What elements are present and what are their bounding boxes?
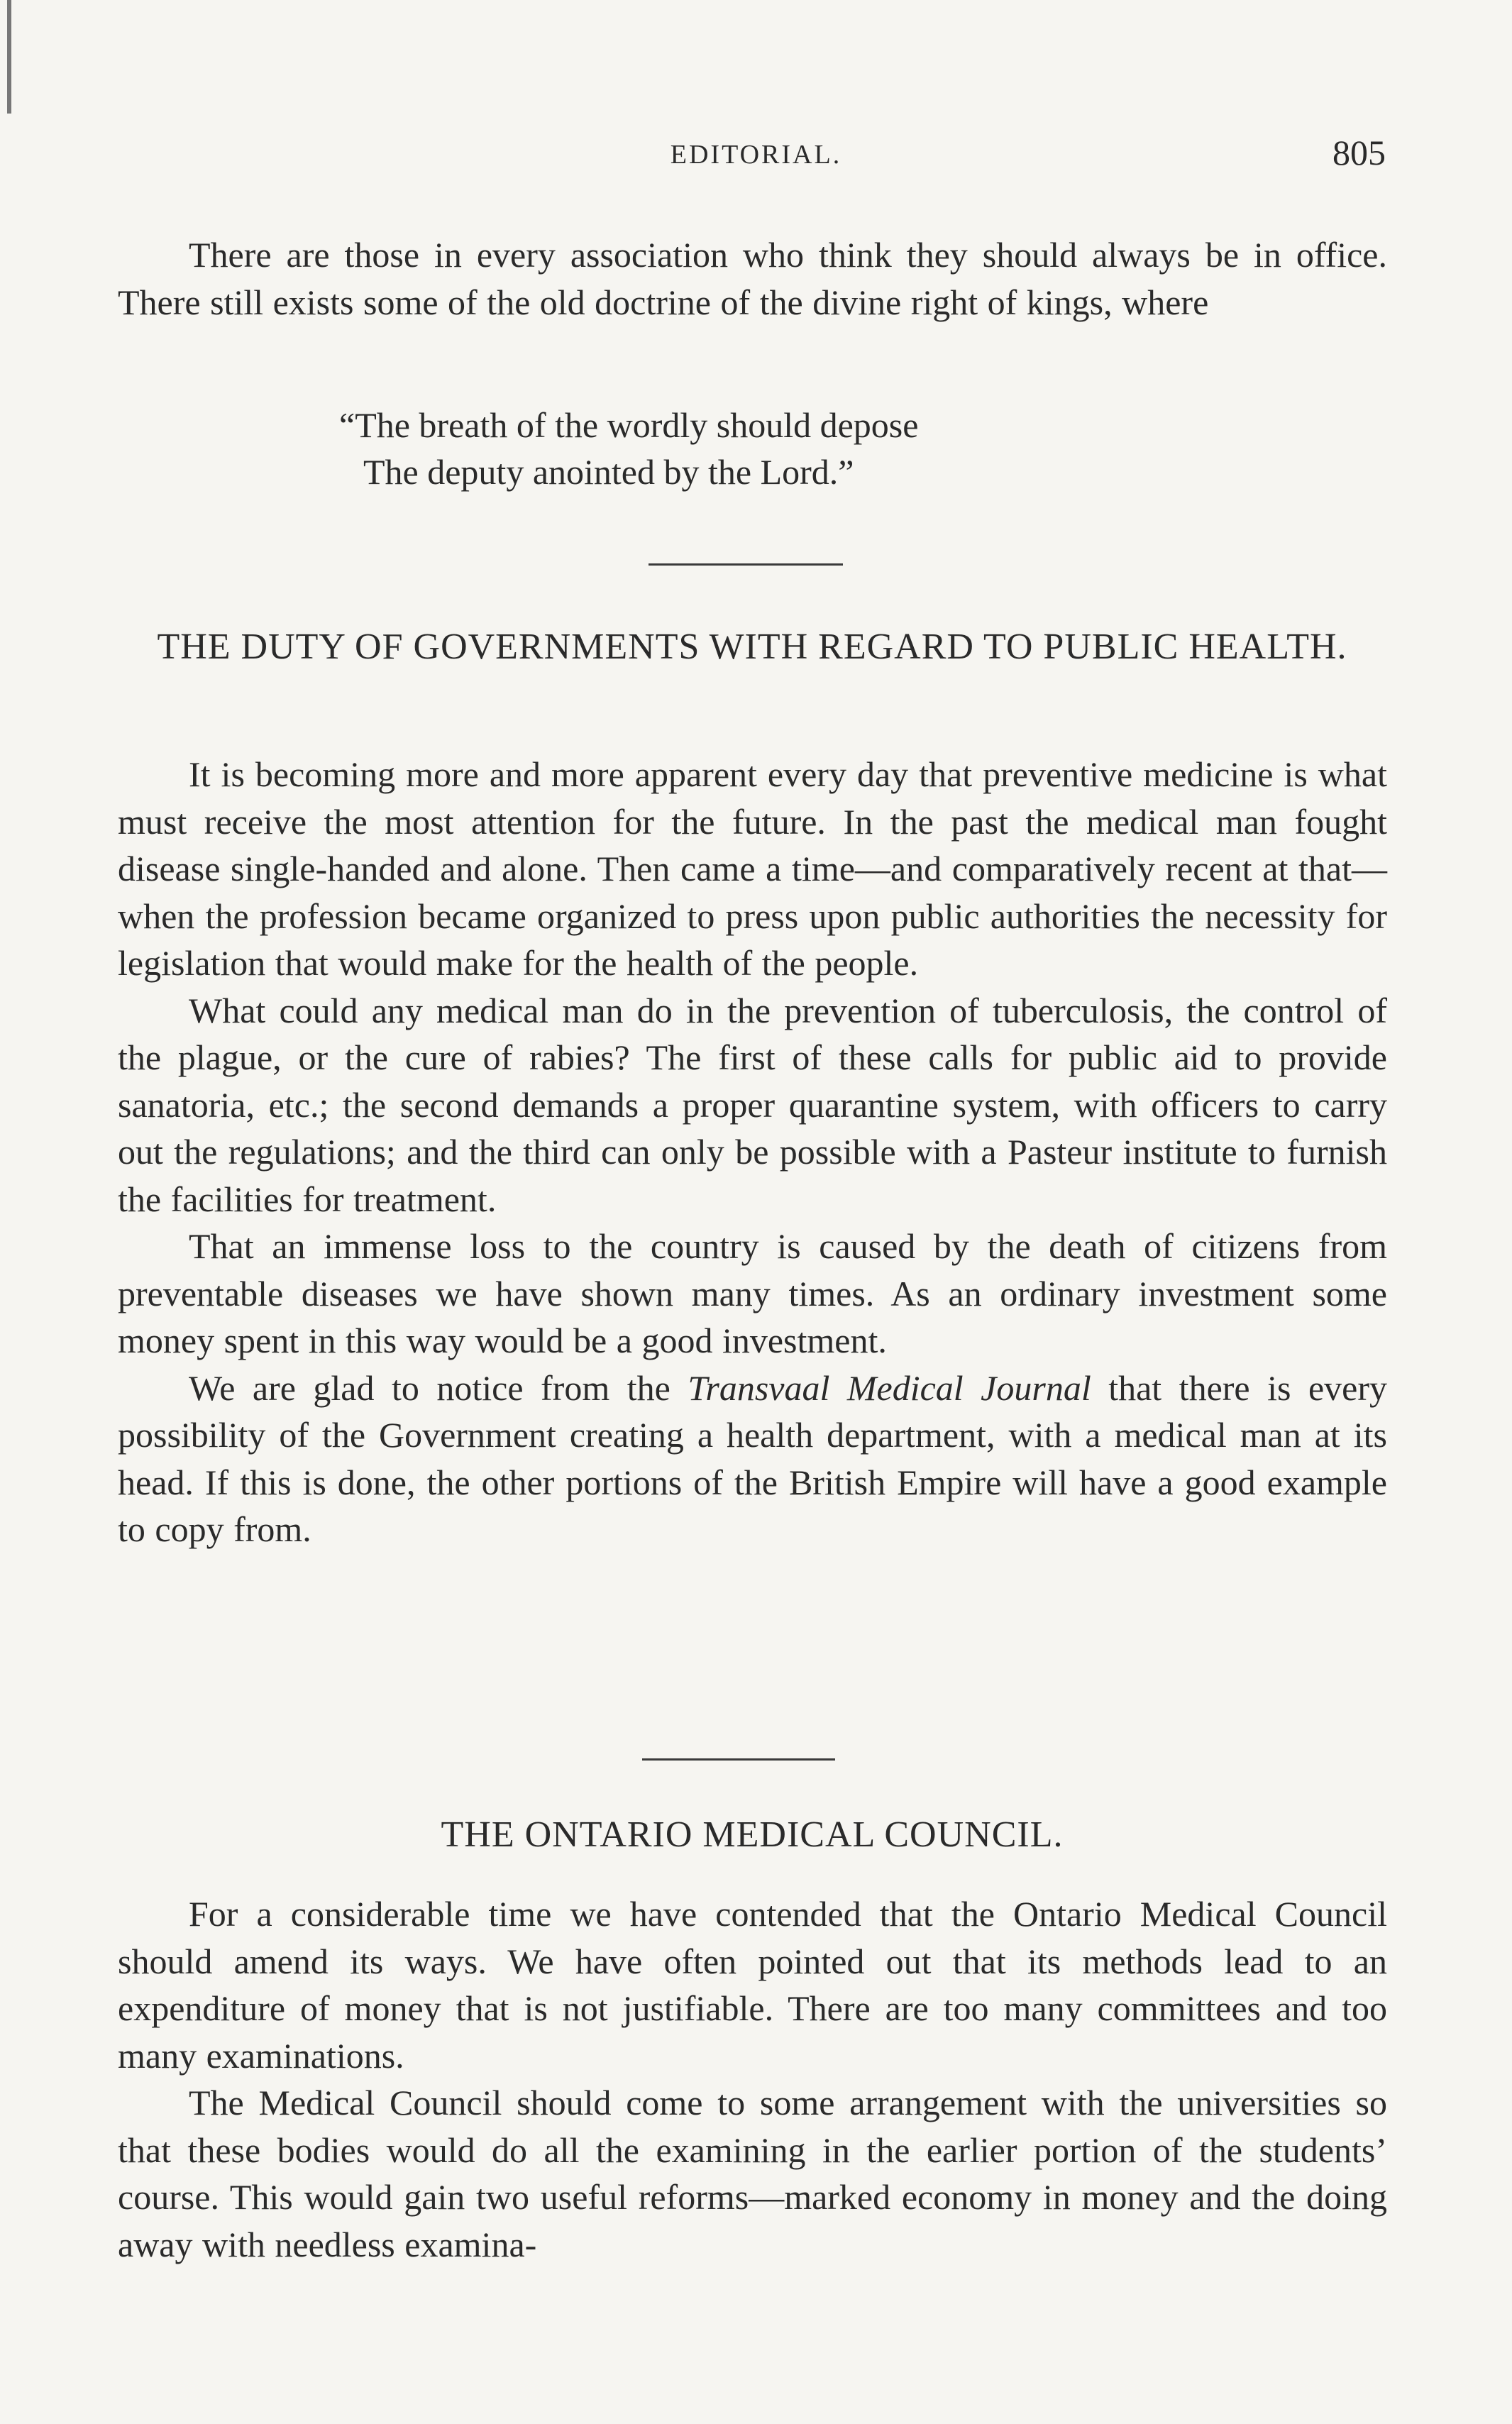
council-paragraph-1: For a considerable time we have contended that the Ontario Medical Council should amend its ways. We have often pointed out that its methods lead to an expenditure of money that is not justifiable. There are too many committees and too many examinations. <box>118 1894 1387 2076</box>
paragraph-4-rest: that there is every possibility of the Government creating a health department, with a medical man at its head. If this is done, the other portions of the British Empire will have a good example to copy from. <box>118 1367 1387 1549</box>
public-health-paragraph-2: What could any medical man do in the prevention of tuberculosis, the control of the plague, or the cure of rabies? The first of these calls for public aid to provide sanatoria, etc.; the second demands a proper quarantine system, with officers to carry out the regulations; and the third can only be possible with a Pasteur institute to furnish the facilities for treatment. <box>118 990 1387 1219</box>
intro-block <box>118 231 1387 326</box>
heading-public-health: THE DUTY OF GOVERNMENTS WITH REGARD TO PUBLIC HEALTH. <box>157 627 1347 667</box>
public-health-paragraph-1: It is becoming more and more apparent every day that preventive medicine is what must receive the most attention for the future. In the past the medical man fought disease single-handed and alone. Then came a time—and comparatively recent at that—when the profession became organized to press upon public authorities the necessity for legislation that would make for the health of the people. <box>118 754 1387 983</box>
running-header: EDITORIAL. <box>670 140 842 170</box>
page-number: 805 <box>1332 133 1386 172</box>
public-health-paragraph-4 <box>118 1365 1387 1553</box>
paragraph-4-lead: We are glad to notice from the <box>189 1367 688 1408</box>
intro-paragraph: There are those in every association who think they should always be in office. There still exists some of the old doctrine of the divine right of kings, where <box>118 235 1387 322</box>
council-body <box>118 1890 1387 2268</box>
verse-quote <box>0 402 1512 495</box>
verse-line-2: The deputy anointed by the Lord.” <box>363 452 854 492</box>
journal-title: Transvaal Medical Journal <box>688 1367 1091 1408</box>
public-health-body <box>118 751 1387 1553</box>
heading-ontario-council: THE ONTARIO MEDICAL COUNCIL. <box>441 1814 1064 1855</box>
section-divider-2 <box>642 1758 835 1761</box>
verse-line-1: “The breath of the wordly should depose <box>339 405 919 445</box>
council-paragraph-2: The Medical Council should come to some arrangement with the universities so that these bodies would do all the examining in the earlier portion of the students’ course. This would gain two useful reforms—marked economy in money and the doing away with needless examina- <box>118 2083 1387 2264</box>
scan-edge-mark <box>7 0 11 114</box>
public-health-paragraph-3: That an immense loss to the country is caused by the death of citizens from preventable diseases we have shown many times. As an ordinary investment some money spent in this way would be a good investment. <box>118 1226 1387 1360</box>
section-divider-1 <box>649 563 843 566</box>
